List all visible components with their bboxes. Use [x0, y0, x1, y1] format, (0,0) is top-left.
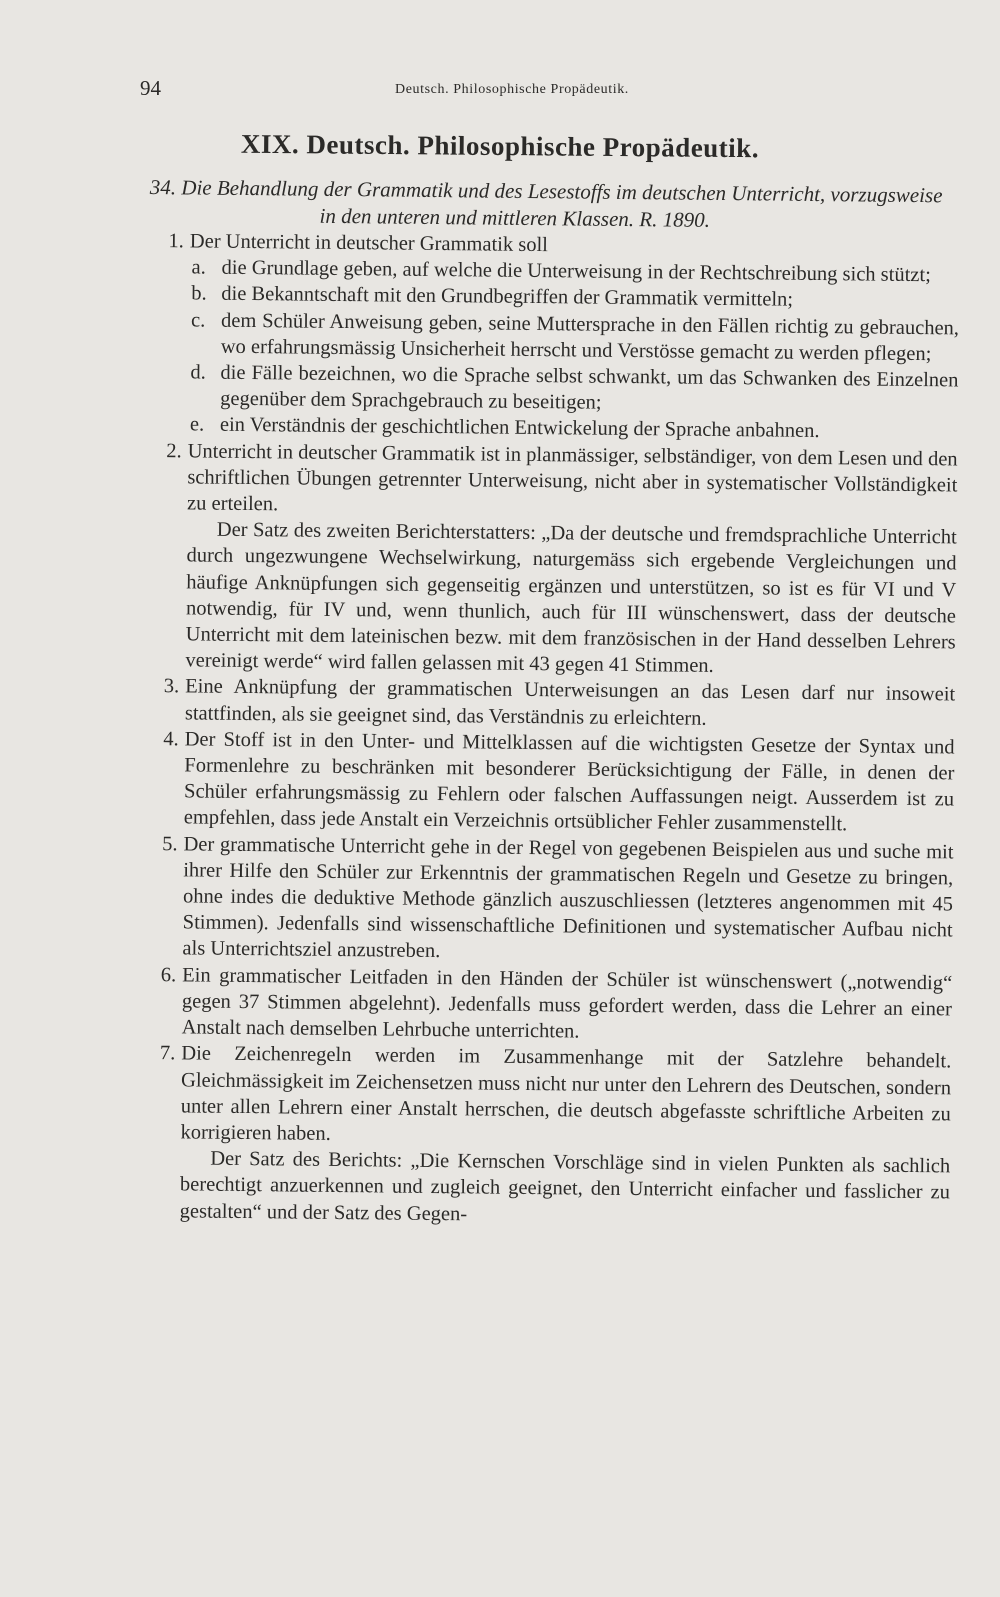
- list-item-6: [143, 962, 952, 1049]
- sub-text: die Grundlage geben, auf welche die Unterweisung in der Rechtschreibung sich stützt;: [221, 256, 931, 287]
- list-item-3: [147, 673, 956, 734]
- item-number: 5.: [162, 832, 178, 855]
- section-title: [149, 174, 965, 237]
- sub-text: die Fälle bezeichnen, wo die Sprache selbst schwankt, um das Schwanken des Einzelnen gegenüber dem Sprachgebrauch zu beseitigen;: [220, 361, 959, 414]
- item-number: 3.: [163, 675, 180, 698]
- item-text: Der Stoff ist in den Unter- und Mittelklassen auf die wichtigsten Gesetze der Syntax und Formenlehre zu beschränken mit besonderer Berücksichtigung der Fälle, in denen der Schüler erfahrungsmässig zu Fehlern oder falschen Auffassungen neigt. Ausserdem ist zu empfehlen, dass jede Anstalt ein Verzeichnis ortsüblicher Fehler zusammenstellt.: [183, 728, 955, 836]
- list-item-4: [146, 726, 955, 839]
- item-text: Eine Anknüpfung der grammatischen Unterweisungen an das Lesen darf nur insoweit stattfinden, als sie geeignet sind, das Verständnis zu erleichtern.: [184, 675, 956, 730]
- item-number: 4.: [163, 728, 179, 751]
- chapter-title: XIX. Deutsch. Philosophische Propädeutik.: [240, 128, 760, 164]
- sub-item-c: [151, 307, 960, 368]
- sub-letter: e.: [189, 413, 205, 436]
- item-text: Der Unterricht in deutscher Grammatik soll: [189, 230, 549, 257]
- item-text: Unterricht in deutscher Grammatik ist in planmässiger, selbständiger, von dem Lesen und den schriftlichen Übungen getrennter Unterweisung, nicht aber in systematischer Vollständigkeit zu erteilen.: [187, 440, 958, 516]
- sub-letter: b.: [191, 282, 207, 305]
- list-item-7: [142, 1040, 951, 1153]
- section-title-line1: 34. Die Behandlung der Grammatik und des Lesestoffs im deutschen Unterricht, vorzugsweise: [149, 174, 943, 208]
- body-text: [142, 228, 960, 1232]
- item-text: Der grammatische Unterricht gehe in der Regel von gegebenen Beispielen aus und suche mit ihrer Hilfe den Schüler zur Erkenntnis der grammatischen Regeln und Gesetze zu bringen, ohne indes die deduktive Methode gänzlich auszuschliessen (letzteres angenommen mit 45 Stimmen). Jedenfalls sind wissenschaftliche Definitionen und systematischer Aufbau nicht als Unterrichtsziel anzustreben.: [182, 833, 954, 963]
- paragraph: Der Satz des zweiten Berichterstatters: „Da der deutsche und fremdsprachliche Unterricht durch ungezwungene Wechselwirkung, naturgemäss sich ergebende Vergleichungen und häufige Anknüpfungen sich gegenseitig ergänzen und unterstützen, so ist es für VI und V notwendig, für IV und, wenn thunlich, auch für III wünschenswert, dass der deutsche Unterricht mit dem lateinischen bezw. mit dem französischen in der Hand desselben Lehrers vereinigt werde“ wird fallen gelassen mit 43 gegen 41 Stimmen.: [185, 518, 957, 678]
- item-number: 7.: [159, 1042, 176, 1065]
- section-title-line2: in den unteren und mittleren Klassen. R. 1890.: [319, 203, 711, 232]
- sub-text: ein Verständnis der geschichtlichen Entwickelung der Sprache anbahnen.: [219, 414, 820, 443]
- sub-letter: a.: [191, 256, 206, 279]
- sub-letter: d.: [190, 361, 206, 384]
- list-item-2: [149, 438, 958, 525]
- sub-letter: c.: [190, 309, 206, 332]
- page-number: 94: [140, 76, 161, 100]
- item-text: Ein grammatischer Leitfaden in den Händen der Schüler ist wünschenswert („notwendig“ gegen 37 Stimmen abgelehnt). Jedenfalls muss gefordert werden, dass die Lehrer an einer Anstalt nach demselben Lehrbuche unterrichten.: [181, 964, 953, 1043]
- page-header: [0, 76, 1000, 106]
- item-text: Die Zeichenregeln werden im Zusammenhange mit der Satzlehre behandelt. Gleichmässigkeit im Zeichensetzen muss nicht nur unter den Lehrern des Deutschen, sondern unter allen Lehrern einer Anstalt herrschen, die deutsch abgefasste schriftliche Arbeiten zu korrigieren haben.: [180, 1042, 952, 1145]
- list-item-5: [144, 831, 953, 970]
- paragraph: Der Satz des Berichts: „Die Kernschen Vorschläge sind in vielen Punkten als sachlich berechtigt anzuerkennen und zugleich geeignet, den Unterricht einfacher und fasslicher zu gestalten“ und der Satz des Gegen-: [179, 1147, 951, 1225]
- sub-text: die Bekanntschaft mit den Grundbegriffen der Grammatik vermitteln;: [221, 283, 794, 312]
- item-number: 2.: [166, 439, 182, 462]
- item-number: 6.: [160, 963, 177, 986]
- sub-item-d: [150, 359, 959, 420]
- sub-text: dem Schüler Anweisung geben, seine Muttersprache in den Fällen richtig zu gebrauchen, wo erfahrungsmässig Unsicherheit herrscht und Verstösse gemacht zu werden pflegen;: [220, 309, 960, 365]
- item-number: 1.: [168, 230, 184, 253]
- running-head: Deutsch. Philosophische Propädeutik.: [395, 82, 629, 97]
